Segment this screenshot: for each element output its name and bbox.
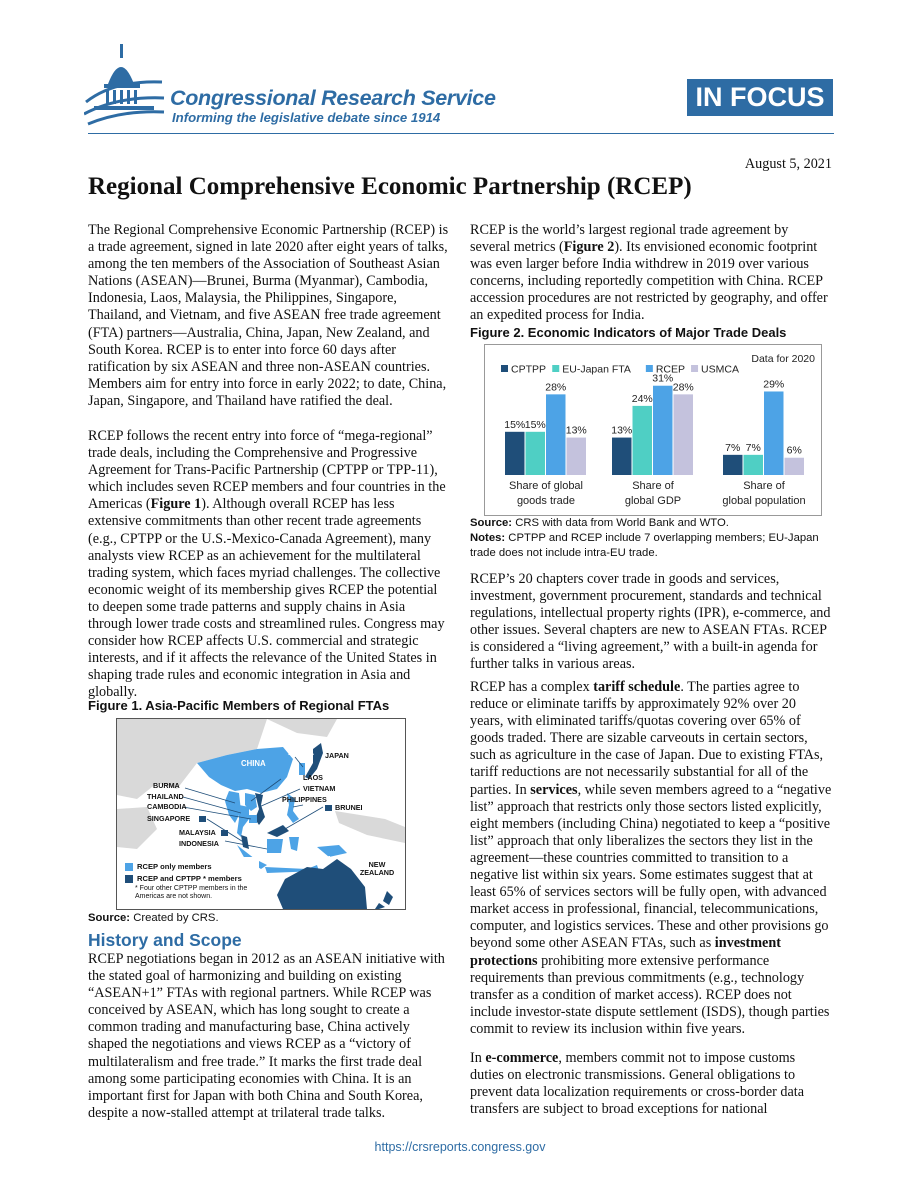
bar-1-1 bbox=[633, 406, 653, 475]
landmass-other bbox=[335, 811, 405, 843]
legend-label-1: EU-Japan FTA bbox=[562, 363, 631, 376]
bar-1-3 bbox=[674, 394, 694, 475]
data-label-0-3: 13% bbox=[565, 424, 587, 437]
map-label-laos: LAOS bbox=[303, 773, 323, 782]
data-label-1-3: 28% bbox=[672, 381, 694, 394]
largest-agreement-paragraph bbox=[470, 222, 832, 325]
capitol-dome-icon bbox=[84, 40, 174, 130]
source-label: Source: bbox=[88, 912, 131, 924]
data-label-1-2: 31% bbox=[652, 372, 674, 385]
legend-swatch-2 bbox=[646, 365, 653, 372]
org-tagline: Informing the legislative debate since 1914 bbox=[172, 110, 441, 125]
chapters-paragraph: RCEP’s 20 chapters cover trade in goods and services, investment, government procurement, standards and technical regulations, intellectual property rights (IPR), e-commerce, and other issues. Several chapters are new to ASEAN FTAs. RCEP is considered a “living agreement,” with a built-in agenda for further talks in various areas. bbox=[470, 571, 831, 673]
mega-regional-paragraph bbox=[88, 428, 450, 702]
map-label-thailand: THAILAND bbox=[147, 792, 184, 801]
map-label-cambodia: CAMBODIA bbox=[147, 802, 187, 811]
map-label-china: CHINA bbox=[241, 759, 266, 768]
data-label-0-1: 15% bbox=[524, 418, 546, 431]
tariff-services-paragraph bbox=[470, 679, 832, 1038]
figure-1-reference[interactable]: Figure 1 bbox=[150, 496, 202, 513]
category-label-2-0: Share of bbox=[743, 480, 785, 492]
australia-shape bbox=[277, 859, 367, 909]
keyword-services: services bbox=[530, 781, 578, 798]
publication-date: August 5, 2021 bbox=[744, 156, 832, 172]
new-zealand-shape bbox=[375, 891, 393, 909]
data-label-2-3: 6% bbox=[786, 444, 802, 457]
category-label-1-0: Share of bbox=[632, 480, 674, 492]
category-label-0-1: goods trade bbox=[516, 495, 576, 507]
map-label-singapore: SINGAPORE bbox=[147, 814, 191, 823]
bar-2-3 bbox=[785, 458, 805, 475]
category-label-1-1: global GDP bbox=[624, 495, 682, 507]
legend-swatch-1 bbox=[552, 365, 559, 372]
bar-2-2 bbox=[764, 391, 784, 475]
paragraph-text: . The parties agree to reduce or eliminate tariffs by approximately 92% over 20 years, with eliminated tariffs/quotas covering over 65% of goods traded. There are sizable carveouts in certain sectors, such as agriculture in the case of Japan. Due to existing FTAs, tariff reductions are not necessarily substantial for all of the parties. In bbox=[470, 679, 824, 798]
burma-shape bbox=[225, 791, 241, 823]
brunei-shape bbox=[281, 827, 285, 831]
data-label-1-0: 13% bbox=[611, 424, 633, 437]
figure-2-reference[interactable]: Figure 2 bbox=[563, 239, 615, 256]
header-divider bbox=[88, 133, 834, 134]
figure-2-title: Figure 2. Economic Indicators of Major Trade Deals bbox=[470, 325, 787, 340]
bar-chart-svg bbox=[485, 345, 821, 515]
data-label-2-1: 7% bbox=[745, 441, 761, 454]
history-paragraph: RCEP negotiations began in 2012 as an ASEAN initiative with the stated goal of harmonizing and building on existing “ASEAN+1” FTAs with regional partners. While RCEP was conceived by ASEAN, which has long sought to create a common trading and manufacturing base, China actively shaped the negotiations and views RCEP as a “victory of multilateralism and free trade.” It marks the first trade deal among some participating economies with China. It is an important first for Japan with both China and South Korea, despite a now-stalled attempt at trilateral trade talks. bbox=[88, 951, 445, 1121]
paragraph-text: prohibiting more extensive performance requirements than previous commitments (e.g., technology transfer as a condition of market access). RCEP does not include investor-state dispute settlement (ISDS), though parties commit to review its inclusion within five years. bbox=[470, 952, 830, 1037]
crs-logo bbox=[84, 40, 174, 130]
legend-swatch-3 bbox=[691, 365, 698, 372]
paragraph-text: RCEP follows the recent entry into force of “mega-regional” trade deals, including the Comprehensive and Progressive Agreement for Trans-Pacific Partnership (CPTPP or TPP-11), which includes seven RCEP members and four countries in the Americas ( bbox=[88, 428, 446, 513]
legend-label-0: CPTPP bbox=[511, 363, 547, 376]
figure-2-source bbox=[470, 516, 832, 561]
map-label-indonesia: INDONESIA bbox=[179, 839, 219, 848]
org-name: Congressional Research Service bbox=[170, 86, 496, 110]
data-label-0-2: 28% bbox=[545, 381, 567, 394]
bar-0-1 bbox=[526, 432, 546, 475]
source-label: Source: bbox=[470, 517, 513, 529]
legend-label-3: USMCA bbox=[701, 363, 739, 376]
singapore-marker bbox=[199, 816, 206, 822]
figure-1-source bbox=[88, 911, 219, 926]
bar-0-0 bbox=[505, 432, 525, 475]
bar-1-2 bbox=[653, 386, 673, 475]
paragraph-text: RCEP is the world’s largest regional trade agreement by several metrics ( bbox=[470, 222, 789, 256]
figure-1-title: Figure 1. Asia-Pacific Members of Regional FTAs bbox=[88, 698, 390, 713]
landmass-other bbox=[267, 719, 337, 737]
bar-2-1 bbox=[744, 455, 764, 475]
bar-1-0 bbox=[612, 438, 632, 475]
keyword-tariff-schedule: tariff schedule bbox=[593, 679, 681, 695]
notes-label: Notes: bbox=[470, 532, 506, 544]
chart-subtitle: Data for 2020 bbox=[751, 353, 815, 365]
data-label-1-1: 24% bbox=[631, 392, 653, 405]
source-text: CRS with data from World Bank and WTO. bbox=[512, 517, 729, 529]
legend-label-2: RCEP bbox=[655, 363, 686, 376]
map-label-australia: AUSTRALIA bbox=[287, 855, 333, 864]
section-heading-history: History and Scope bbox=[88, 930, 242, 950]
paragraph-text: ). Although overall RCEP has less extensive commitments than other recent trade agreements (e.g., CPTPP or the U.S.-Mexico-Canada Agreement), many analysts view RCEP as an achievement for the multilateral trading system, which faces myriad challenges. The collective economic weight of its membership gives RCEP the potential to deepen some trade patterns and supply chains in Asia through lower trade costs and streamlined rules. Congress may consider how RCEP affects U.S. commercial and strategic interests, and if it affects the relevance of the United States in shaping trade rules and economic integration in Asia and globally. bbox=[88, 496, 445, 701]
intro-paragraph: The Regional Comprehensive Economic Partnership (RCEP) is a trade agreement, signed in late 2020 after eight years of talks, among the ten members of the Association of Southeast Asian Nations (ASEAN)—Brunei, Burma (Myanmar), Cambodia, Indonesia, Laos, Malaysia, the Philippines, Singapore, Thailand, and Vietnam, and five ASEAN free trade agreement (FTA) partners—Australia, China, Japan, New Zealand, and South Korea. RCEP is to enter into force 60 days after ratification by six ASEAN and three non-ASEAN countries. Members aim for entry into force in early 2022; to date, China, Japan, Singapore, and Thailand have ratified the deal. bbox=[88, 222, 449, 409]
malaysia-shape bbox=[241, 835, 249, 849]
paragraph-text: ). Its envisioned economic footprint was even larger before India withdrew in 2019 over various concerns, including reportedly competition with China. RCEP accession procedures are not restricted by geography, and offer an expedited process for India. bbox=[470, 239, 828, 324]
legend-swatch-rcep-cptpp bbox=[125, 875, 133, 883]
figure-1-map bbox=[116, 718, 406, 910]
keyword-e-commerce: e-commerce bbox=[485, 1050, 559, 1066]
legend-note: * Four other CPTPP members in the Americas are not shown. bbox=[135, 885, 248, 901]
malaysia-borneo-shape bbox=[267, 825, 289, 837]
map-label-south-korea: SOUTH KOREA bbox=[288, 740, 314, 757]
paragraph-text: RCEP has a complex bbox=[470, 679, 594, 695]
map-label-vietnam: VIETNAM bbox=[303, 784, 336, 793]
bar-0-3 bbox=[567, 438, 587, 475]
in-focus-badge: IN FOCUS bbox=[687, 79, 833, 116]
keyword-investment-protections: investment protections bbox=[470, 935, 781, 969]
category-label-2-1: global population bbox=[722, 495, 806, 507]
map-label-burma: BURMA bbox=[153, 781, 180, 790]
legend-label-rcep-cptpp: RCEP and CPTPP * members bbox=[137, 874, 242, 883]
page-title: Regional Comprehensive Economic Partnership (RCEP) bbox=[88, 173, 692, 200]
paragraph-text: , members commit not to impose customs duties on electronic transmissions. General obligations to prevent data localization requirements or cross-border data transfers are subject to broad exceptions for national bbox=[470, 1050, 805, 1118]
map-label-japan: JAPAN bbox=[325, 751, 349, 760]
paragraph-text: In bbox=[470, 1050, 486, 1066]
data-label-2-0: 7% bbox=[725, 441, 741, 454]
legend-label-rcep-only: RCEP only members bbox=[137, 862, 212, 871]
map-label-brunei: BRUNEI bbox=[335, 803, 363, 812]
footer-url-link[interactable]: https://crsreports.congress.gov bbox=[374, 1140, 546, 1154]
map-label-malaysia: MALAYSIA bbox=[179, 828, 216, 837]
legend-swatch-rcep-only bbox=[125, 863, 133, 871]
bar-0-2 bbox=[546, 394, 566, 475]
malaysia-marker bbox=[221, 830, 228, 836]
bar-2-0 bbox=[723, 455, 743, 475]
brunei-marker bbox=[325, 805, 332, 811]
source-text: Created by CRS. bbox=[130, 912, 219, 924]
data-label-0-0: 15% bbox=[504, 418, 526, 431]
ecommerce-paragraph bbox=[470, 1050, 832, 1118]
map-label-philippines: PHILIPPINES bbox=[282, 795, 327, 804]
notes-text: CPTPP and RCEP include 7 overlapping members; EU-Japan trade does not include intra-EU trade. bbox=[470, 532, 819, 559]
category-label-0-0: Share of global bbox=[509, 480, 583, 492]
data-label-2-2: 29% bbox=[763, 378, 785, 391]
paragraph-text: , while seven members agreed to a “negative list” approach that restricts only those sectors listed explicitly, eight members (including China) negotiated to keep a “positive list” approach that only liberalizes the sectors they list in the agreement—these countries committed to transition to a negative list within six years. Some estimates suggest that at least 65% of services sectors will be fully open, with advanced market access in professional, financial, telecommunications, computer, and logistics services. These and other provisions go beyond some other ASEAN FTAs, such as bbox=[470, 781, 832, 952]
figure-2-chart bbox=[484, 344, 822, 516]
map-label-new-zealand: NEW ZEALAND bbox=[359, 860, 395, 877]
legend-swatch-0 bbox=[501, 365, 508, 372]
